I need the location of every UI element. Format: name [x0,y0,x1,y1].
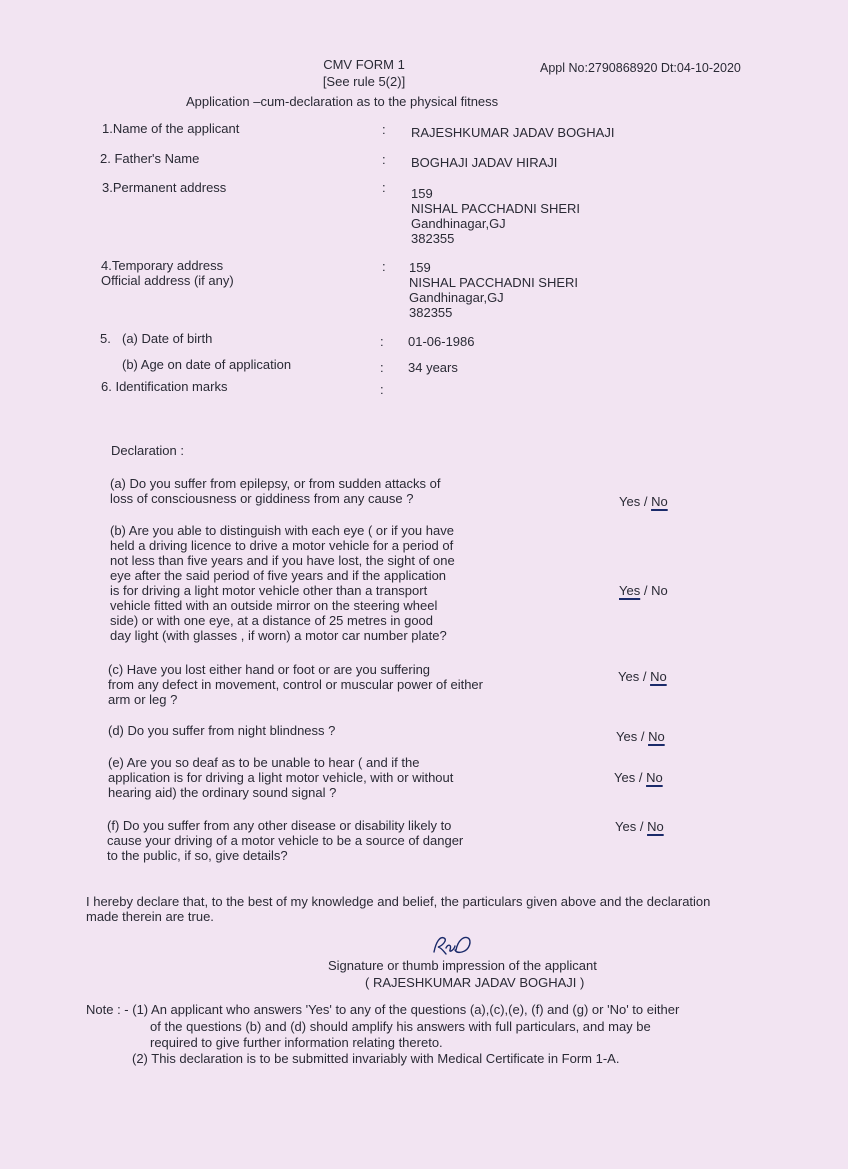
question-line: to the public, if so, give details? [107,848,288,863]
age-label: (b) Age on date of application [122,357,292,372]
no-option: No [651,583,668,598]
age-value: 34 years [408,360,458,375]
note-1-line-2: of the questions (b) and (d) should amplify his answers with full particulars, and may be [150,1019,651,1034]
answer-separator: / [636,819,648,834]
yes-option: Yes [618,669,640,684]
answer-a [619,494,668,509]
yes-option-selected: Yes [619,583,641,598]
question-line: application is for driving a light motor vehicle, with or without [108,770,454,785]
rule-reference: [See rule 5(2)] [322,74,406,89]
no-option-selected: No [646,770,663,785]
question-c [108,662,483,707]
question-line: (f) Do you suffer from any other disease or disability likely to [107,818,452,833]
declaration-statement [86,894,710,924]
note-1-line-3: required to give further information relating thereto. [150,1035,443,1050]
answer-e [614,770,663,785]
question-d [108,723,335,738]
address-line: 382355 [409,305,453,320]
answer-f [615,819,664,834]
answer-b [619,583,668,598]
father-name-value: BOGHAJI JADAV HIRAJI [411,155,558,170]
answer-separator: / [640,494,652,509]
no-option-selected: No [650,669,667,684]
dob-label: (a) Date of birth [122,331,213,346]
yes-option: Yes [619,494,641,509]
question-line: eye after the said period of five years and if the application [110,568,447,583]
question-a [110,476,440,506]
question-line: (b) Are you able to distinguish with each eye ( or if you have [110,523,454,538]
answer-separator: / [639,669,651,684]
question-line: day light (with glasses , if worn) a motor car number plate? [110,628,447,643]
question-line: (d) Do you suffer from night blindness ? [108,723,336,738]
identification-marks-label: 6. Identification marks [101,379,228,394]
note-1-line-1: Note : - (1) An applicant who answers 'Yes' to any of the questions (a),(c),(e), (f) and (g) or 'No' to either [86,1002,680,1017]
question-line: (e) Are you so deaf as to be unable to hear ( and if the [108,755,420,770]
answer-c [618,669,667,684]
temporary-address-value [409,260,578,320]
question-line: vehicle fitted with an outside mirror on the steering wheel [110,598,438,613]
colon: : [380,382,384,397]
address-line: 382355 [411,231,455,246]
answer-separator: / [637,729,649,744]
no-option-selected: No [651,494,668,509]
permanent-address-label: 3.Permanent address [102,180,227,195]
question-line: is for driving a light motor vehicle other than a transport [110,583,428,598]
signature-name: ( RAJESHKUMAR JADAV BOGHAJI ) [365,975,585,990]
field-5-number: 5. [100,331,111,346]
question-e [108,755,453,800]
answer-separator: / [640,583,652,598]
colon: : [380,360,384,375]
yes-option: Yes [614,770,636,785]
question-line: not less than five years and if you have lost, the sight of one [110,553,455,568]
address-line: 159 [411,186,433,201]
address-line: 159 [409,260,431,275]
question-f [107,818,463,863]
signature-caption: Signature or thumb impression of the applicant [328,958,597,973]
address-line: NISHAL PACCHADNI SHERI [409,275,579,290]
name-value: RAJESHKUMAR JADAV BOGHAJI [411,125,615,140]
statement-line: made therein are true. [86,909,214,924]
declaration-heading: Declaration : [111,443,184,458]
form-title: CMV FORM 1 [323,57,405,72]
no-option-selected: No [648,729,665,744]
form-subtitle: Application –cum-declaration as to the physical fitness [186,94,499,109]
question-line: side) or with one eye, at a distance of 25 metres in good [110,613,434,628]
address-line: Gandhinagar,GJ [411,216,506,231]
yes-option: Yes [615,819,637,834]
question-line: hearing aid) the ordinary sound signal ? [108,785,337,800]
question-line: arm or leg ? [108,692,178,707]
yes-option: Yes [616,729,638,744]
colon: : [380,334,384,349]
question-line: loss of consciousness or giddiness from any cause ? [110,491,414,506]
permanent-address-value [411,186,580,246]
answer-separator: / [635,770,647,785]
answer-d [616,729,665,744]
official-address-label-line: Official address (if any) [101,273,234,288]
statement-line: I hereby declare that, to the best of my knowledge and belief, the particulars given above and the declaration [86,894,711,909]
colon: : [382,180,386,195]
application-number: Appl No:2790868920 Dt:04-10-2020 [540,61,741,75]
question-line: (a) Do you suffer from epilepsy, or from sudden attacks of [110,476,441,491]
temporary-address-label [101,258,234,288]
question-line: cause your driving of a motor vehicle to be a source of danger [107,833,464,848]
dob-value: 01-06-1986 [408,334,475,349]
question-line: (c) Have you lost either hand or foot or are you suffering [108,662,431,677]
address-line: NISHAL PACCHADNI SHERI [411,201,581,216]
handwritten-signature [428,930,476,960]
question-line: held a driving licence to drive a motor vehicle for a period of [110,538,454,553]
colon: : [382,122,386,137]
name-label: 1.Name of the applicant [102,121,240,136]
temporary-address-label-line: 4.Temporary address [101,258,224,273]
colon: : [382,152,386,167]
colon: : [382,259,386,274]
note-2: (2) This declaration is to be submitted invariably with Medical Certificate in Form 1-A. [132,1051,620,1066]
question-b [110,523,455,643]
father-name-label: 2. Father's Name [100,151,200,166]
no-option-selected: No [647,819,664,834]
address-line: Gandhinagar,GJ [409,290,504,305]
question-line: from any defect in movement, control or muscular power of either [108,677,483,692]
